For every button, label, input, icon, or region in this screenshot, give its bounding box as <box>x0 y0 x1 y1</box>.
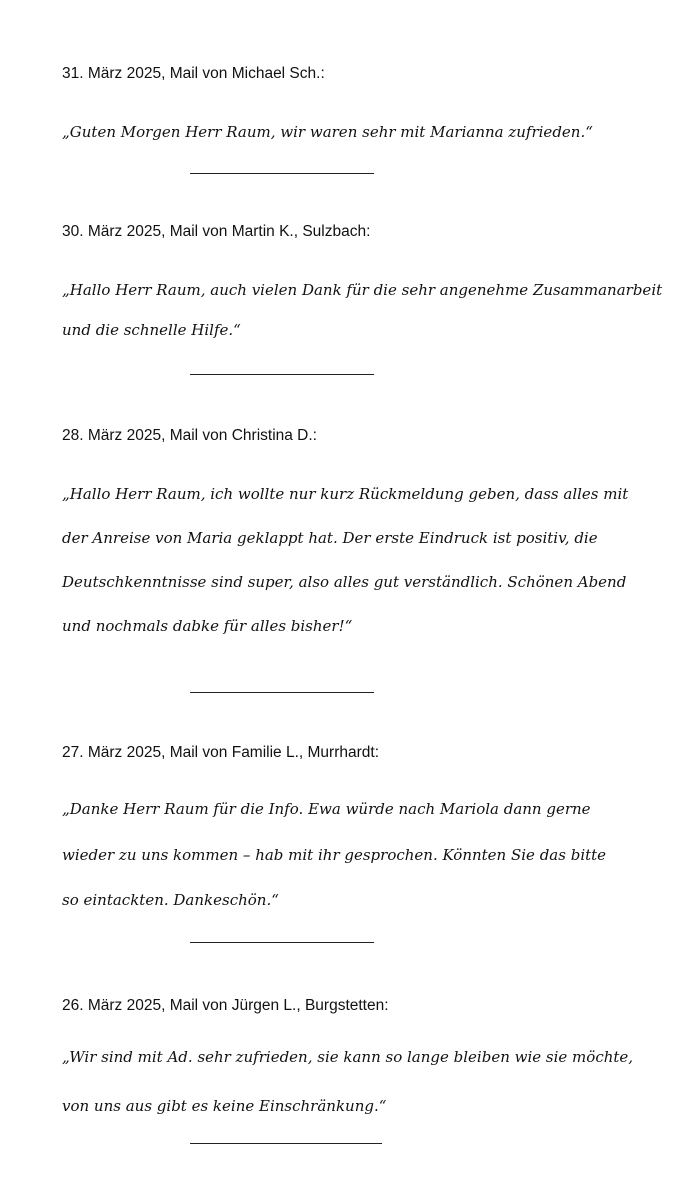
entry-heading: 31. März 2025, Mail von Michael Sch.: <box>62 65 325 82</box>
quote-line: „Danke Herr Raum für die Info. Ewa würde nach Mariola dann gerne <box>62 800 591 818</box>
entry-heading: 30. März 2025, Mail von Martin K., Sulzbach: <box>62 223 371 240</box>
quote-line: „Wir sind mit Ad. sehr zufrieden, sie kann so lange bleiben wie sie möchte, <box>62 1048 634 1066</box>
quote-line: „Guten Morgen Herr Raum, wir waren sehr mit Marianna zufrieden.“ <box>62 123 593 141</box>
quote-line: und die schnelle Hilfe.“ <box>62 321 241 339</box>
quote-line: der Anreise von Maria geklappt hat. Der erste Eindruck ist positiv, die <box>62 529 598 547</box>
entry-heading: 26. März 2025, Mail von Jürgen L., Burgstetten: <box>62 997 389 1014</box>
separator-line <box>190 692 374 693</box>
quote-line: von uns aus gibt es keine Einschränkung.“ <box>62 1097 387 1115</box>
entry-heading: 28. März 2025, Mail von Christina D.: <box>62 427 317 444</box>
quote-line: so eintackten. Dankeschön.“ <box>62 891 279 909</box>
separator-line <box>190 942 374 943</box>
quote-line: Deutschkenntnisse sind super, also alles gut verständlich. Schönen Abend <box>62 573 627 591</box>
entry-heading: 27. März 2025, Mail von Familie L., Murrhardt: <box>62 744 380 761</box>
separator-line <box>190 374 374 375</box>
quote-line: wieder zu uns kommen – hab mit ihr gesprochen. Könnten Sie das bitte <box>62 846 607 864</box>
quote-line: „Hallo Herr Raum, auch vielen Dank für die sehr angenehme Zusammanarbeit <box>62 281 663 299</box>
quote-line: und nochmals dabke für alles bisher!“ <box>62 617 353 635</box>
quote-line: „Hallo Herr Raum, ich wollte nur kurz Rückmeldung geben, dass alles mit <box>62 485 629 503</box>
separator-line <box>190 1143 382 1144</box>
separator-line <box>190 173 374 174</box>
